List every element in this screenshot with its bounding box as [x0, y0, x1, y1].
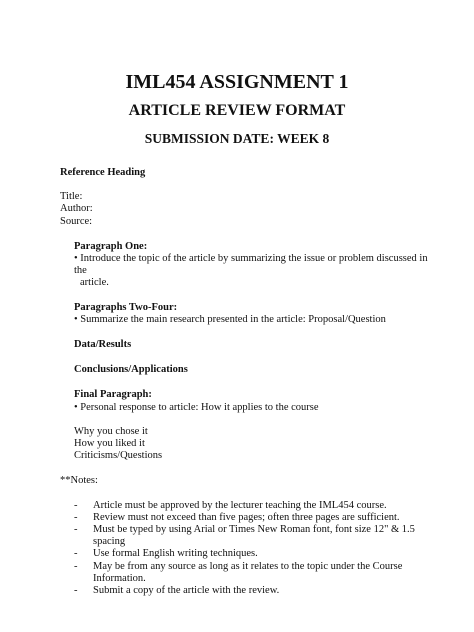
- note-item-text: May be from any source as long as it relates to the topic under the Course Information.: [93, 560, 403, 584]
- format-subtitle: ARTICLE REVIEW FORMAT: [128, 102, 346, 119]
- paragraphs-two-four-bullet-text: • Summarize the main research presented in the article: Proposal/Question: [74, 313, 386, 325]
- paragraph-one-bullet-text: • Introduce the topic of the article by summarizing the issue or problem discussed in the: [74, 253, 428, 277]
- paragraph-one-bullet-continuation: article.: [80, 277, 109, 289]
- dash-icon: -: [74, 548, 78, 560]
- note-item: [60, 500, 430, 512]
- note-item-text: Submit a copy of the article with the review.: [93, 585, 280, 597]
- note-item: [60, 512, 430, 524]
- paragraphs-two-four-bullet: [60, 314, 430, 326]
- dash-icon: -: [74, 560, 78, 572]
- why-line: Why you chose it: [74, 425, 148, 437]
- paragraphs-two-four-heading: Paragraphs Two-Four:: [74, 301, 178, 313]
- final-paragraph-heading: Final Paragraph:: [74, 389, 152, 401]
- note-item-text: Article must be approved by the lecturer teaching the IML454 course.: [93, 499, 387, 511]
- notes-list: [60, 500, 430, 598]
- note-item-text: Review must not exceed than five pages; often three pages are sufficient.: [93, 511, 400, 523]
- dash-icon: -: [74, 585, 78, 597]
- document-body: [60, 167, 430, 597]
- dash-icon: -: [74, 524, 78, 536]
- dash-icon: -: [74, 511, 78, 523]
- note-item-text: Must be typed by using Arial or Times New Roman font, font size 12" & 1.5 spacing: [93, 524, 415, 548]
- note-item: [60, 524, 430, 548]
- note-item: [60, 585, 430, 597]
- note-item-text: Use formal English writing techniques.: [93, 548, 258, 560]
- paragraph-one-heading: Paragraph One:: [74, 240, 148, 252]
- conclusions-heading: Conclusions/Applications: [74, 364, 188, 376]
- note-item: [60, 561, 430, 585]
- reference-source-label: Source:: [60, 215, 93, 227]
- reference-title-label: Title:: [60, 191, 83, 203]
- final-paragraph-bullet-text: • Personal response to article: How it applies to the course: [74, 401, 319, 413]
- paragraph-one-bullet: [60, 253, 430, 290]
- reference-author-label: Author:: [60, 203, 93, 215]
- reference-heading: Reference Heading: [60, 167, 146, 178]
- assignment-title: IML454 ASSIGNMENT 1: [125, 71, 349, 93]
- submission-date: SUBMISSION DATE: WEEK 8: [144, 131, 330, 146]
- criticisms-line: Criticisms/Questions: [74, 450, 163, 462]
- notes-label: **Notes:: [60, 475, 98, 487]
- data-results-heading: Data/Results: [74, 339, 132, 351]
- how-line: How you liked it: [74, 438, 145, 450]
- note-item: [60, 548, 430, 560]
- dash-icon: -: [74, 499, 78, 511]
- final-paragraph-bullet: [60, 402, 430, 414]
